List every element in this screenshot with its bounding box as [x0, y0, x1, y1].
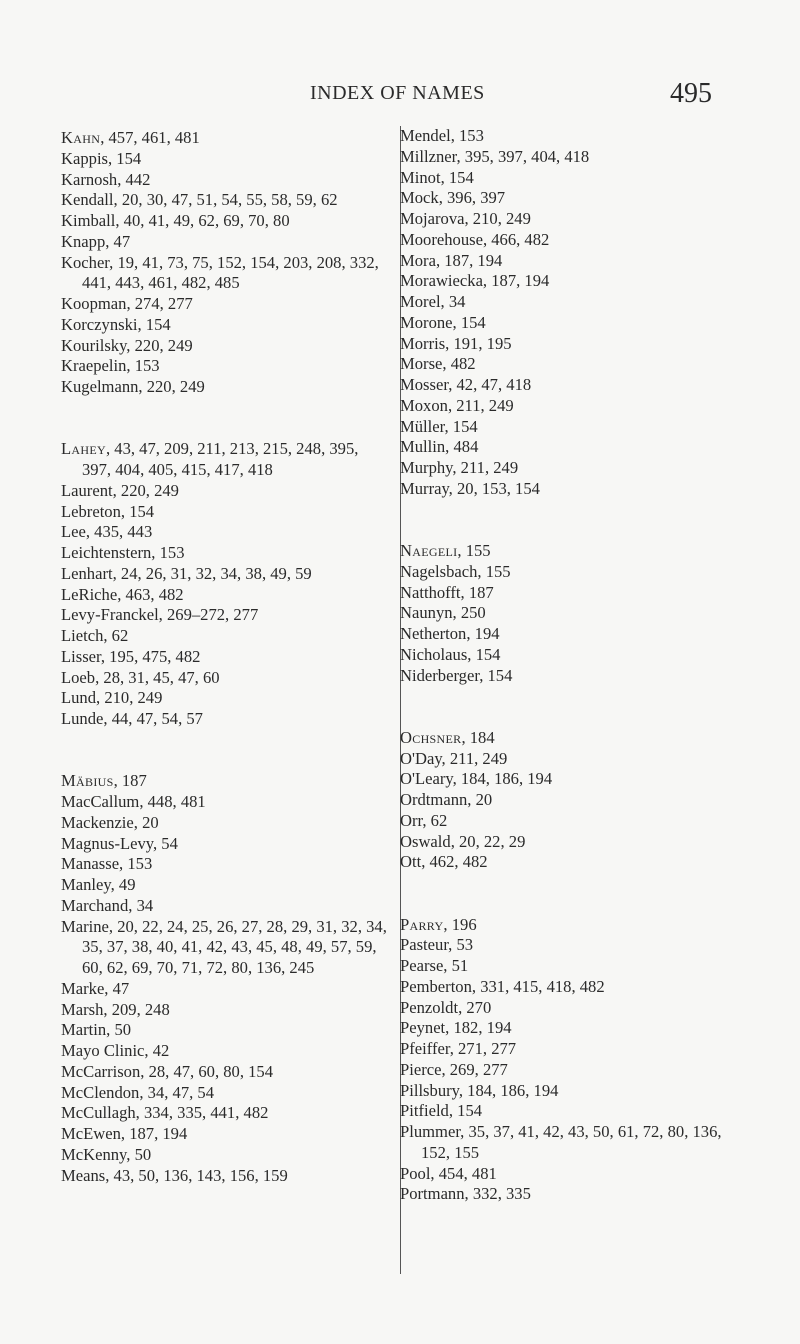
index-entry: Marchand, 34 [61, 895, 154, 915]
index-entry: Ochsner, 184 [400, 727, 495, 747]
index-entry: Magnus-Levy, 54 [61, 833, 178, 853]
section-spacer [61, 730, 391, 772]
index-entry: McCullagh, 334, 335, 441, 482 [61, 1103, 269, 1123]
index-entry: Marsh, 209, 248 [61, 999, 170, 1019]
index-entry: Orr, 62 [400, 810, 448, 830]
index-entry: Ott, 462, 482 [400, 852, 488, 872]
index-entry: Müller, 154 [400, 416, 478, 436]
index-entry: Millzner, 395, 397, 404, 418 [400, 146, 590, 166]
index-entry: McKenny, 50 [61, 1144, 152, 1164]
index-entry: Mayo Clinic, 42 [61, 1041, 170, 1060]
index-entry: Morel, 34 [400, 292, 466, 311]
right-column [400, 126, 746, 1274]
index-entry: Minot, 154 [400, 167, 474, 187]
left-column [61, 128, 391, 1186]
index-entry: Pitfield, 154 [400, 1101, 483, 1121]
section-m [61, 771, 391, 1186]
index-entry: Kahn, 457, 461, 481 [61, 128, 200, 147]
index-entry: Pool, 454, 481 [400, 1163, 497, 1183]
index-entry: Mosser, 42, 47, 418 [400, 375, 532, 394]
index-entry: Pasteur, 53 [400, 935, 474, 955]
index-entry: Portmann, 332, 335 [400, 1184, 531, 1204]
index-entry: Moorehouse, 466, 482 [400, 229, 550, 249]
index-entry: Mojarova, 210, 249 [400, 209, 531, 228]
index-entry: Laurent, 220, 249 [61, 480, 179, 500]
index-entry: Marine, 20, 22, 24, 25, 26, 27, 28, 29, 31, 32, 34, 35, 37, 38, 40, 41, 42, 43, 45, 48, 49, 57, 59, 60, 62, 69, 70, 71, 72, 80, 136, 245 [61, 916, 387, 977]
section-m-continued [398, 126, 746, 500]
index-entry: Plummer, 35, 37, 41, 42, 43, 50, 61, 72, 80, 136, 152, 155 [400, 1122, 722, 1162]
index-entry: Leichtenstern, 153 [61, 543, 185, 562]
index-entry: Pfeiffer, 271, 277 [400, 1039, 517, 1058]
running-title: INDEX OF NAMES [310, 82, 485, 104]
index-entry: Murphy, 211, 249 [400, 458, 519, 477]
index-entry: Mock, 396, 397 [400, 188, 506, 208]
index-entry: Lunde, 44, 47, 54, 57 [61, 709, 203, 728]
index-entry: LeRiche, 463, 482 [61, 584, 184, 604]
index-entry: Pemberton, 331, 415, 418, 482 [400, 976, 605, 996]
section-spacer [398, 873, 746, 915]
index-entry: Loeb, 28, 31, 45, 47, 60 [61, 667, 220, 687]
index-entry: Pierce, 269, 277 [400, 1059, 508, 1079]
index-entry: Pillsbury, 184, 186, 194 [400, 1080, 559, 1100]
index-entry: Lenhart, 24, 26, 31, 32, 34, 38, 49, 59 [61, 563, 312, 583]
index-entry: McCarrison, 28, 47, 60, 80, 154 [61, 1061, 274, 1081]
index-entry: Naunyn, 250 [400, 603, 486, 623]
index-entry: Manley, 49 [61, 875, 136, 894]
index-entry: Mackenzie, 20 [61, 812, 159, 832]
index-entry: MacCallum, 448, 481 [61, 792, 206, 811]
index-entry: McEwen, 187, 194 [61, 1124, 188, 1143]
index-entry: Korczynski, 154 [61, 314, 171, 334]
index-entry: Kugelmann, 220, 249 [61, 377, 205, 396]
index-entry: Oswald, 20, 22, 29 [400, 831, 526, 851]
index-entry: Mendel, 153 [400, 126, 484, 145]
index-entry: Pearse, 51 [400, 956, 469, 975]
index-entry: Penzoldt, 270 [400, 997, 492, 1017]
index-entry: Mäbius, 187 [61, 771, 147, 791]
index-entry: Koopman, 274, 277 [61, 294, 193, 313]
section-p [398, 915, 746, 1206]
index-entry: Kourilsky, 220, 249 [61, 335, 193, 355]
index-entry: Lahey, 43, 47, 209, 211, 213, 215, 248, 395, 397, 404, 405, 415, 417, 418 [61, 439, 359, 479]
index-entry: Ordtmann, 20 [400, 790, 493, 809]
index-entry: Kimball, 40, 41, 49, 62, 69, 70, 80 [61, 211, 290, 230]
section-n [398, 541, 746, 686]
index-entry: Peynet, 182, 194 [400, 1018, 512, 1038]
page-number: 495 [670, 78, 712, 109]
index-entry: Morse, 482 [400, 354, 476, 374]
index-entry: O'Leary, 184, 186, 194 [400, 769, 553, 789]
index-entry: Morone, 154 [400, 312, 486, 332]
index-entry: Mora, 187, 194 [400, 250, 503, 270]
index-entry: McClendon, 34, 47, 54 [61, 1082, 215, 1102]
index-entry: Mullin, 484 [400, 437, 479, 457]
index-entry: Morawiecka, 187, 194 [400, 271, 550, 291]
index-entry: Means, 43, 50, 136, 143, 156, 159 [61, 1165, 288, 1185]
section-spacer [398, 686, 746, 728]
index-entry: Naegeli, 155 [400, 541, 491, 560]
section-k [61, 128, 391, 398]
index-entry: Natthofft, 187 [400, 582, 494, 602]
index-entry: Kappis, 154 [61, 148, 142, 168]
index-entry: Lietch, 62 [61, 626, 129, 645]
index-entry: Niderberger, 154 [400, 665, 513, 685]
page-header [0, 80, 800, 116]
index-entry: Nicholaus, 154 [400, 644, 501, 664]
index-entry: Parry, 196 [400, 914, 477, 934]
index-entry: Marke, 47 [61, 978, 130, 998]
index-entry: Karnosh, 442 [61, 169, 151, 189]
index-entry: Kendall, 20, 30, 47, 51, 54, 55, 58, 59, 62 [61, 190, 338, 210]
section-o [398, 728, 746, 873]
index-entry: Moxon, 211, 249 [400, 395, 514, 415]
index-entry: O'Day, 211, 249 [400, 748, 508, 768]
index-entry: Netherton, 194 [400, 624, 500, 643]
index-entry: Lee, 435, 443 [61, 522, 153, 542]
index-entry: Martin, 50 [61, 1020, 132, 1040]
section-l [61, 439, 391, 730]
index-entry: Lebreton, 154 [61, 501, 155, 521]
index-entry: Knapp, 47 [61, 231, 131, 251]
index-entry: Lund, 210, 249 [61, 688, 163, 708]
index-entry: Kocher, 19, 41, 73, 75, 152, 154, 203, 208, 332, 441, 443, 461, 482, 485 [61, 252, 379, 293]
index-entry: Lisser, 195, 475, 482 [61, 646, 201, 666]
index-entry: Nagelsbach, 155 [400, 561, 511, 581]
index-entry: Morris, 191, 195 [400, 333, 512, 353]
index-entry: Manasse, 153 [61, 854, 153, 874]
section-spacer [398, 500, 746, 542]
index-entry: Murray, 20, 153, 154 [400, 478, 540, 498]
section-spacer [61, 398, 391, 440]
index-entry: Kraepelin, 153 [61, 356, 160, 376]
index-entry: Levy-Franckel, 269–272, 277 [61, 605, 259, 625]
